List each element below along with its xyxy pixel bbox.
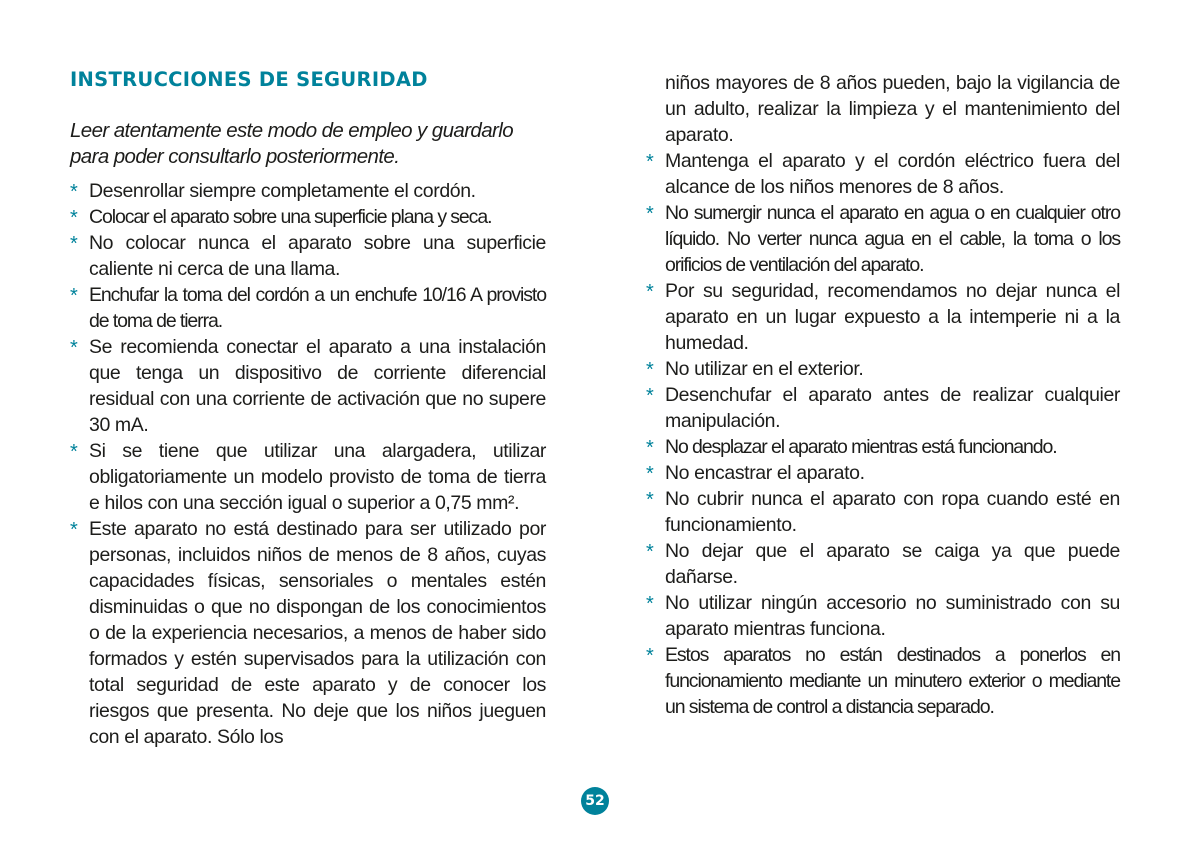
list-item: * Colocar el aparato sobre una superficie plana y seca. <box>70 206 492 229</box>
bullet-asterisk-icon: * <box>646 437 654 459</box>
list-item: * No utilizar ningún accesorio no suministrado con su aparato mientras funciona. <box>646 592 1120 640</box>
list-item: * No colocar nunca el aparato sobre una superficie caliente ni cerca de una llama. <box>70 232 546 280</box>
bullet-asterisk-icon: * <box>646 593 654 615</box>
list-item: * No sumergir nunca el aparato en agua o en cualquier otro líquido. No verter nunca agua en el cable, la toma o los orificios de ventilación del aparato. <box>646 202 1120 276</box>
list-item-continuation: niños mayores de 8 años pueden, bajo la vigilancia de un adulto, realizar la limpieza y el mantenimiento del aparato. <box>665 72 1120 146</box>
bullet-asterisk-icon: * <box>646 359 654 381</box>
bullet-asterisk-icon: * <box>70 441 78 463</box>
intro-text: Leer atentamente este modo de empleo y guardarlo para poder consultarlo posteriormente. <box>70 119 514 168</box>
bullet-asterisk-icon: * <box>70 181 78 203</box>
right-safety-list <box>646 70 1120 720</box>
list-item: * Desenchufar el aparato antes de realizar cualquier manipulación. <box>646 384 1120 432</box>
list-item: * No utilizar en el exterior. <box>646 358 864 381</box>
list-item: * Se recomienda conectar el aparato a una instalación que tenga un dispositivo de corriente diferencial residual con una corriente de activación que no supere 30 mA. <box>70 336 546 436</box>
list-item: * Mantenga el aparato y el cordón eléctrico fuera del alcance de los niños menores de 8 años. <box>646 150 1120 198</box>
bullet-asterisk-icon: * <box>646 385 654 407</box>
list-item: * Enchufar la toma del cordón a un enchufe 10/16 A provisto de toma de tierra. <box>70 284 546 332</box>
left-safety-list <box>70 178 546 750</box>
list-item: * Si se tiene que utilizar una alargadera, utilizar obligatoriamente un modelo provisto de toma de tierra e hilos con una sección igual o superior a 0,75 mm². <box>70 440 546 514</box>
bullet-asterisk-icon: * <box>646 203 654 225</box>
list-item: * No dejar que el aparato se caiga ya que puede dañarse. <box>646 540 1120 588</box>
bullet-asterisk-icon: * <box>646 645 654 667</box>
list-item: * Desenrollar siempre completamente el cordón. <box>70 180 476 203</box>
list-item: * Este aparato no está destinado para ser utilizado por personas, incluidos niños de menos de 8 años, cuyas capacidades físicas, sensoriales o mentales estén disminuidas o que no dispongan de los conocimientos o de la experiencia necesarios, a menos de haber sido formados y estén supervisados para la utilización con total seguridad de este aparato y de conocer los riesgos que presenta. No deje que los niños jueguen con el aparato. Sólo los <box>70 518 546 748</box>
list-item: * Estos aparatos no están destinados a ponerlos en funcionamiento mediante un minutero exterior o mediante un sistema de control a distancia separado. <box>646 644 1120 718</box>
section-heading: INSTRUCCIONES DE SEGURIDAD <box>70 68 428 91</box>
bullet-asterisk-icon: * <box>70 233 78 255</box>
bullet-asterisk-icon: * <box>646 541 654 563</box>
page-number-badge: 52 <box>581 787 609 815</box>
list-item: * Por su seguridad, recomendamos no dejar nunca el aparato en un lugar expuesto a la intemperie ni a la humedad. <box>646 280 1120 354</box>
list-item: * No encastrar el aparato. <box>646 462 865 485</box>
list-item: * No cubrir nunca el aparato con ropa cuando esté en funcionamiento. <box>646 488 1120 536</box>
bullet-asterisk-icon: * <box>70 337 78 359</box>
bullet-asterisk-icon: * <box>646 489 654 511</box>
bullet-asterisk-icon: * <box>646 463 654 485</box>
bullet-asterisk-icon: * <box>646 151 654 173</box>
bullet-asterisk-icon: * <box>70 285 78 307</box>
bullet-asterisk-icon: * <box>70 519 78 541</box>
bullet-asterisk-icon: * <box>646 281 654 303</box>
bullet-asterisk-icon: * <box>70 207 78 229</box>
list-item: * No desplazar el aparato mientras está funcionando. <box>646 436 1057 459</box>
